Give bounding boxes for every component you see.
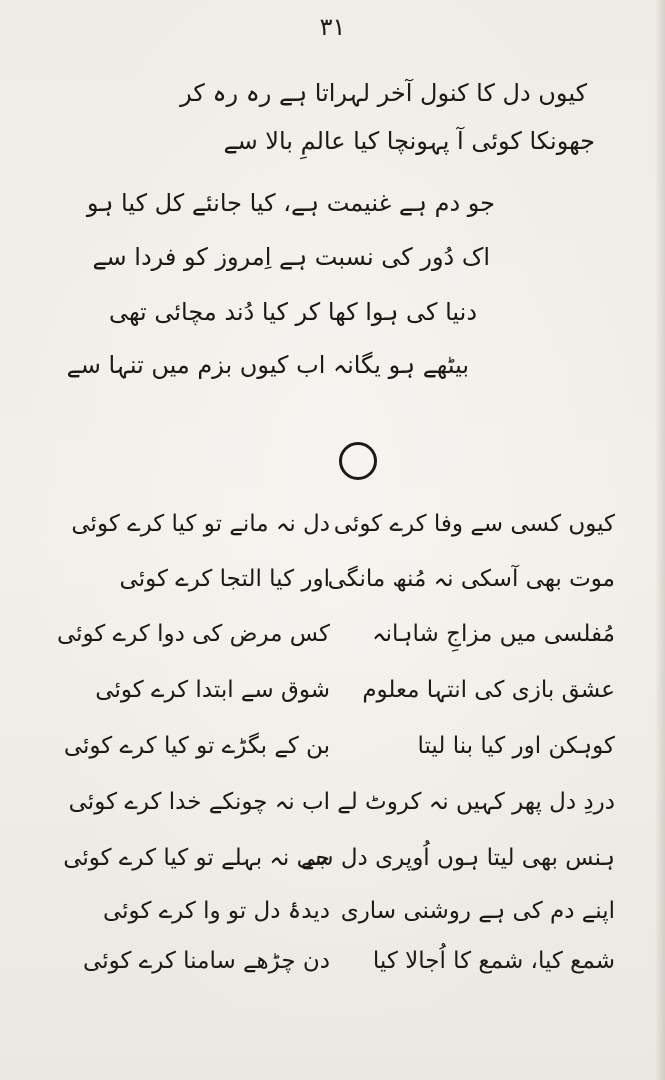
section-separator-circle xyxy=(339,442,377,480)
poem-line: بیٹھے ہو یگانہ اب کیوں بزم میں تنہا سے xyxy=(66,351,469,379)
couplet-second-line: دل نہ مانے تو کیا کرے کوئی xyxy=(71,511,330,537)
couplet-first-line: اپنے دم کی ہے روشنی ساری xyxy=(340,898,615,924)
couplet-first-line: موت بھی آسکی نہ مُنھ مانگی xyxy=(327,566,615,592)
page-edge-shadow xyxy=(655,0,665,1080)
couplet-first-line: شمع کیا، شمع کا اُجالا کیا xyxy=(372,948,615,974)
poem-line: اک دُور کی نسبت ہے اِمروز کو فردا سے xyxy=(92,243,490,271)
poem-line: جھونکا کوئی آ پہونچا کیا عالمِ بالا سے xyxy=(223,127,595,155)
poem-line: جو دم ہے غنیمت ہے، کیا جانئے کل کیا ہو xyxy=(86,189,495,217)
couplet-second-line: دن چڑھے سامنا کرے کوئی xyxy=(83,948,330,974)
couplet-first-line: دردِ دل پھر کہیں نہ کروٹ لے xyxy=(337,789,615,815)
couplet-first-line: ہنس بھی لیتا ہوں اُوپری دل سے xyxy=(300,845,615,871)
couplet-second-line: شوق سے ابتدا کرے کوئی xyxy=(95,677,330,703)
couplet-second-line: کس مرض کی دوا کرے کوئی xyxy=(56,621,330,647)
couplet-first-line: مُفلسی میں مزاجِ شاہانہ xyxy=(372,621,615,647)
couplet-second-line: اب نہ چونکے خدا کرے کوئی xyxy=(68,789,330,815)
couplet-second-line: دیدۂ دل تو وا کرے کوئی xyxy=(102,898,330,924)
couplet-first-line: عشق بازی کی انتہا معلوم xyxy=(362,677,615,703)
poem-line: دنیا کی ہوا کھا کر کیا دُند مچائی تھی xyxy=(108,298,477,326)
couplet-second-line: اور کیا التجا کرے کوئی xyxy=(119,566,330,592)
couplet-second-line: جی نہ بہلے تو کیا کرے کوئی xyxy=(63,845,330,871)
couplet-first-line: کوہکن اور کیا بنا لیتا xyxy=(417,733,615,759)
couplet-first-line: کیوں کسی سے وفا کرے کوئی xyxy=(333,511,615,537)
couplet-second-line: بن کے بگڑے تو کیا کرے کوئی xyxy=(63,733,330,759)
page-number: ۳۱ xyxy=(319,13,346,41)
poem-line: کیوں دل کا کنول آخر لہراتا ہے رہ رہ کر xyxy=(180,79,587,107)
